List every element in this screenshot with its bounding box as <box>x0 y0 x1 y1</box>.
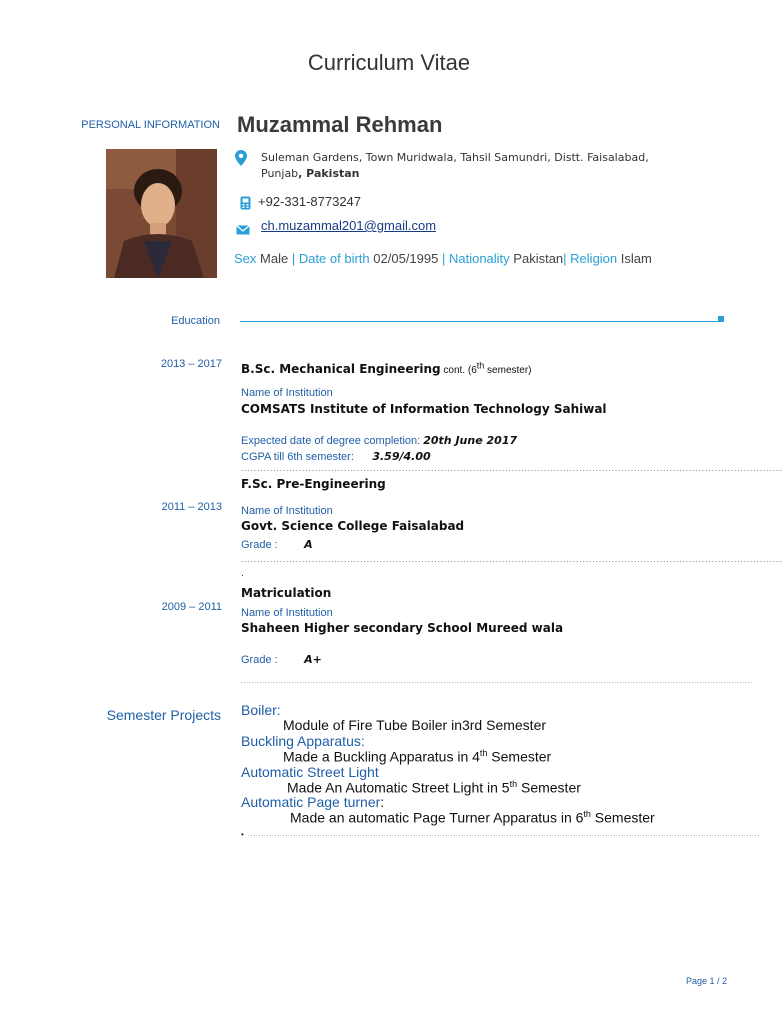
dotted-divider: ........................................................................................................................................................................ <box>241 464 782 473</box>
dob-value: 02/05/1995 <box>373 251 439 266</box>
project-description-sup: th <box>583 809 591 819</box>
education-dates: 2009 – 2011 <box>161 601 222 613</box>
phone-icon <box>240 196 251 215</box>
section-divider-end <box>718 316 724 322</box>
profile-photo <box>106 149 217 278</box>
email-icon <box>236 222 250 240</box>
institution-label: Name of Institution <box>241 505 333 517</box>
page-number: Page 1 / 2 <box>686 976 728 986</box>
phone-number: +92-331-8773247 <box>258 194 362 209</box>
degree-note <box>440 360 532 376</box>
address-line-2 <box>261 166 661 182</box>
education-degree-row <box>241 360 532 378</box>
project-title: Automatic Page turner <box>241 794 381 810</box>
section-divider <box>240 321 720 322</box>
map-pin-icon <box>235 150 247 171</box>
address <box>261 150 661 182</box>
address-country: , Pakistan <box>298 167 360 180</box>
project-description-text: Made an automatic Page Turner Apparatus in 6 <box>290 809 584 826</box>
project-description <box>283 748 551 765</box>
degree-title: F.Sc. Pre-Engineering <box>241 477 386 491</box>
degree-title: Matriculation <box>241 586 332 600</box>
project-description-sup: th <box>509 779 518 789</box>
full-name: Muzammal Rehman <box>237 112 443 137</box>
address-province: Punjab <box>261 167 299 180</box>
dotted-divider: ................................................................................................................................................................................................ <box>248 832 761 838</box>
grade-label: Grade : <box>241 654 278 666</box>
bullet: • <box>241 830 244 839</box>
project-description-end: Semester <box>487 748 552 765</box>
grade-row <box>241 535 313 553</box>
personal-info-label: PERSONAL INFORMATION <box>81 119 220 131</box>
expected-completion-label: Expected date of degree completion: <box>241 435 424 447</box>
institution-name: COMSATS Institute of Information Technology Sahiwal <box>241 402 607 416</box>
project-title: Automatic Street Light <box>241 764 379 780</box>
project-title: Boiler: <box>241 702 281 718</box>
grade-value: A+ <box>304 653 322 666</box>
separator: | <box>563 251 571 266</box>
religion-label: Religion <box>570 251 618 266</box>
personal-details <box>234 251 652 266</box>
grade-value: A <box>304 538 313 551</box>
project-description-text: Made a Buckling Apparatus in 4 <box>283 748 480 765</box>
degree-note-sup: th <box>476 360 485 371</box>
cgpa-value: 3.59/4.00 <box>372 450 431 463</box>
grade-row <box>241 650 322 668</box>
email-link[interactable]: ch.muzammal201@gmail.com <box>261 218 437 233</box>
degree-title: B.Sc. Mechanical Engineering <box>241 362 441 376</box>
degree-note-text: cont. (6 <box>440 365 477 376</box>
project-description-text: Made An Automatic Street Light in 5 <box>287 779 510 796</box>
project-description <box>290 809 655 826</box>
institution-label: Name of Institution <box>241 387 333 399</box>
cgpa-label: CGPA till 6th semester: <box>241 451 354 463</box>
nationality-label: Nationality <box>448 251 510 266</box>
degree-note-text-end: semester) <box>484 365 532 376</box>
stray-dot: . <box>241 568 244 579</box>
institution-name: Govt. Science College Faisalabad <box>241 519 465 533</box>
institution-label: Name of Institution <box>241 607 333 619</box>
dob-label: Date of birth <box>298 251 370 266</box>
separator: | <box>288 251 299 266</box>
sex-value: Male <box>260 251 289 266</box>
project-description-sup: th <box>479 748 488 758</box>
project-title-suffix: : <box>380 794 385 810</box>
project-description-end: Semester <box>590 809 655 826</box>
education-label: Education <box>171 315 220 327</box>
document-title: Curriculum Vitae <box>307 50 471 75</box>
dotted-divider: ........................................................................................................................................................................ <box>241 555 782 564</box>
grade-label: Grade : <box>241 539 278 551</box>
institution-name: Shaheen Higher secondary School Mureed wala <box>241 621 564 635</box>
expected-completion-value: 20th June 2017 <box>423 434 518 447</box>
project-description-end: Semester <box>517 779 581 796</box>
education-dates: 2011 – 2013 <box>161 501 222 513</box>
education-dates: 2013 – 2017 <box>160 358 222 370</box>
project-description <box>283 717 546 733</box>
project-title: Buckling Apparatus: <box>241 733 365 749</box>
cgpa <box>241 447 431 465</box>
address-line-1: Suleman Gardens, Town Muridwala, Tahsil Samundri, Distt. Faisalabad, <box>261 151 649 164</box>
religion-value: Islam <box>620 251 652 266</box>
sex-label: Sex <box>234 251 257 266</box>
separator: | <box>438 251 449 266</box>
dotted-divider: ................................................................................................................................................................................................ <box>241 679 754 685</box>
nationality-value: Pakistan <box>513 251 564 266</box>
project-description-text: Module of Fire Tube Boiler in3rd Semester <box>283 717 547 733</box>
projects-label: Semester Projects <box>106 707 221 723</box>
